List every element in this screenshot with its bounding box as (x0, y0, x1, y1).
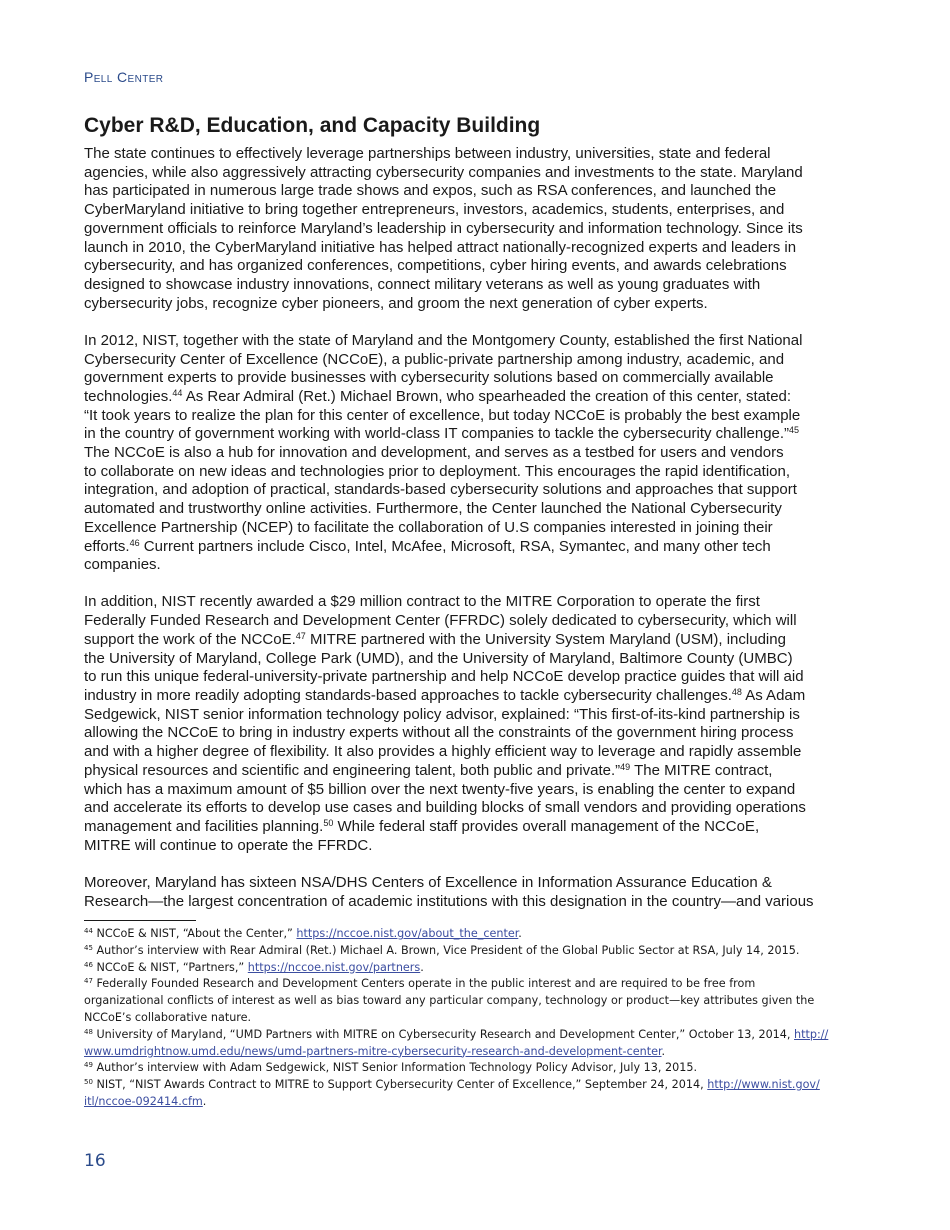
footnote-48 (84, 1027, 854, 1061)
text-line: Federally Funded Research and Development Center (FFRDC) solely dedicated to cybersecurity, which will (84, 612, 797, 630)
footnote-text: NCCoE & NIST, “About the Center,” (92, 927, 297, 940)
page-number: 16 (84, 1151, 106, 1171)
paragraph-3 (84, 593, 854, 855)
text-line: government officials to reinforce Maryland’s leadership in cybersecurity and information technology. Since its (84, 219, 803, 237)
footnote-number: 44 (84, 927, 93, 935)
footnote-link[interactable]: http:// (794, 1027, 829, 1041)
footnote-number: 46 (84, 960, 93, 969)
footnote-divider (84, 920, 196, 921)
text-line (84, 762, 854, 781)
footnote-text: Author’s interview with Adam Sedgewick, NIST Senior Information Technology Policy Advisor, July 13, 2015. (92, 1061, 698, 1075)
text-line: “It took years to realize the plan for this center of excellence, but today NCCoE is probably the best example (84, 406, 801, 424)
text-segment: industry in more readily adopting standards-based approaches to tackle cybersecurity challenges. (84, 686, 732, 704)
body-text (84, 145, 854, 930)
text-line (84, 1027, 854, 1044)
text-line: In addition, NIST recently awarded a $29 million contract to the MITRE Corporation to operate the first (84, 593, 760, 611)
footnote-number: 50 (84, 1078, 93, 1087)
text-segment: physical resources and scientific and engineering talent, both public and private.” (84, 761, 621, 779)
footnote-link[interactable]: https://nccoe.nist.gov/about_the_center (296, 927, 519, 940)
section-title: Cyber R&D, Education, and Capacity Building (84, 114, 541, 137)
text-line: agencies, while also aggressively attracting cybersecurity companies and investments to the state. Maryland (84, 163, 803, 181)
footnote-ref-50[interactable]: 50 (323, 817, 334, 828)
text-segment: in the country of government working with world-class IT companies to tackle the cybersecurity challenge.” (84, 425, 790, 443)
text-line: MITRE will continue to operate the FFRDC. (84, 836, 373, 854)
text-line (84, 976, 854, 993)
text-line: Excellence Partnership (NCEP) to facilitate the collaboration of U.S companies interested in joining their (84, 518, 773, 536)
text-line: to collaborate on new ideas and technologies prior to deployment. This encourages the rapid identification, (84, 462, 791, 480)
text-segment: While federal staff provides overall management of the NCCoE, (333, 817, 760, 835)
footnote-ref-49[interactable]: 49 (620, 761, 631, 772)
text-line: and with a higher degree of flexibility. It also provides a highly efficient way to leverage and rapidly assemble (84, 743, 802, 761)
text-line: cybersecurity jobs, recognize cyber pioneers, and groom the next generation of cyber experts. (84, 294, 708, 312)
text-line (84, 425, 854, 444)
text-segment: efforts. (84, 537, 130, 555)
footnote-tail: . (202, 1094, 207, 1108)
text-line (84, 818, 854, 837)
footnote-number: 48 (84, 1027, 93, 1036)
text-line: has participated in numerous large trade shows and expos, such as RSA conferences, and launched the (84, 182, 777, 200)
footnote-number: 47 (84, 977, 93, 986)
text-segment: support the work of the NCCoE. (84, 630, 296, 648)
footnote-tail: . (518, 927, 522, 940)
text-line (84, 631, 854, 650)
text-line: In 2012, NIST, together with the state of Maryland and the Montgomery County, established the first National (84, 331, 803, 349)
text-line: integration, and adoption of practical, standards-based cybersecurity solutions and approaches that support (84, 481, 797, 499)
text-segment: technologies. (84, 387, 173, 405)
text-segment: Current partners include Cisco, Intel, McAfee, Microsoft, RSA, Symantec, and many other tech (139, 537, 771, 555)
text-segment: management and facilities planning. (84, 817, 324, 835)
text-line: NCCoE’s collaborative nature. (84, 1010, 252, 1024)
footnote-link[interactable]: www.umdrightnow.umd.edu/news/umd-partners-mitre-cybersecurity-research-and-development-center (84, 1044, 662, 1058)
text-line: which has a maximum amount of $5 billion over the next twenty-five years, is enabling the center to expand (84, 780, 796, 798)
text-line (84, 943, 854, 960)
footnote-46 (84, 960, 854, 977)
paragraph-1 (84, 145, 854, 313)
footnote-number: 45 (84, 943, 93, 952)
footnote-text: NIST, “NIST Awards Contract to MITRE to Support Cybersecurity Center of Excellence,” September 24, 2014, (92, 1078, 708, 1092)
footnote-47 (84, 976, 854, 1026)
text-line (84, 1094, 854, 1111)
text-line: Cybersecurity Center of Excellence (NCCoE), a public-private partnership among industry, academic, and (84, 350, 785, 368)
text-line: allowing the NCCoE to bring in industry experts without all the constraints of the government hiring process (84, 724, 794, 742)
text-line: companies. (84, 556, 161, 574)
text-segment: MITRE partnered with the University System Maryland (USM), including (305, 630, 786, 648)
paragraph-2 (84, 332, 854, 575)
text-segment: The MITRE contract, (630, 761, 773, 779)
paragraph-4 (84, 874, 854, 911)
text-line: government experts to provide businesses with cybersecurity solutions based on commercially available (84, 369, 774, 387)
text-line: The state continues to effectively leverage partnerships between industry, universities, state and federal (84, 145, 771, 162)
text-line: the University of Maryland, College Park (UMD), and the University of Maryland, Baltimore County (UMBC) (84, 649, 793, 667)
text-line: automated and trustworthy online activities. Furthermore, the Center launched the National Cybersecurity (84, 500, 782, 518)
footnote-ref-46[interactable]: 46 (129, 537, 140, 548)
footnotes (84, 926, 854, 1111)
footnote-44 (84, 926, 854, 943)
footnote-ref-47[interactable]: 47 (295, 630, 306, 641)
text-line (84, 926, 854, 943)
text-line: and accelerate its efforts to develop use cases and building blocks of small vendors and providing operations (84, 799, 806, 817)
text-line (84, 1077, 854, 1094)
footnote-text: University of Maryland, “UMD Partners with MITRE on Cybersecurity Research and Development Center,” October 13, 2014, (92, 1027, 795, 1041)
footnote-text: Author’s interview with Rear Admiral (Ret.) Michael A. Brown, Vice President of the Global Public Sector at RSA, July 14, 2015. (92, 943, 800, 957)
text-segment: As Adam (741, 686, 806, 704)
text-line: to run this unique federal-university-private partnership and help NCCoE develop practice guides that will aid (84, 668, 804, 686)
text-line: designed to showcase industry innovations, connect military veterans as well as young graduates with (84, 275, 761, 293)
running-head: Pell Center (84, 69, 164, 85)
text-line: Sedgewick, NIST senior information technology policy advisor, explained: “This first-of-its-kind partnership is (84, 705, 800, 723)
text-line (84, 960, 854, 977)
text-line (84, 538, 854, 557)
footnote-ref-48[interactable]: 48 (731, 686, 742, 697)
text-line: Moreover, Maryland has sixteen NSA/DHS Centers of Excellence in Information Assurance Education & (84, 873, 772, 891)
footnote-link[interactable]: itl/nccoe-092414.cfm (84, 1094, 203, 1108)
text-line: The NCCoE is also a hub for innovation and development, and serves as a testbed for users and vendors (84, 444, 784, 462)
footnote-50 (84, 1077, 854, 1111)
footnote-tail: . (420, 960, 424, 974)
text-segment: As Rear Admiral (Ret.) Michael Brown, who spearheaded the creation of this center, stated: (182, 387, 792, 405)
text-line: Research—the largest concentration of academic institutions with this designation in the country—and various (84, 892, 814, 910)
text-line: CyberMaryland initiative to bring together entrepreneurs, investors, academics, students, enterprises, and (84, 201, 785, 219)
text-line: organizational conflicts of interest as well as bias toward any particular company, technology or product—key attributes given the (84, 994, 815, 1008)
text-line (84, 388, 854, 407)
footnote-link[interactable]: https://nccoe.nist.gov/partners (247, 960, 421, 974)
footnote-49 (84, 1060, 854, 1077)
footnote-number: 49 (84, 1061, 93, 1070)
text-line (84, 1044, 854, 1061)
footnote-text: NCCoE & NIST, “Partners,” (92, 960, 248, 974)
footnote-ref-44[interactable]: 44 (172, 387, 183, 398)
footnote-tail: . (661, 1044, 666, 1058)
text-line (84, 687, 854, 706)
footnote-link[interactable]: http://www.nist.gov/ (707, 1078, 820, 1092)
footnote-ref-45[interactable]: 45 (789, 425, 800, 436)
footnote-text: Federally Founded Research and Development Centers operate in the public interest and are required to be free from (92, 977, 756, 991)
footnote-45 (84, 943, 854, 960)
text-line (84, 1060, 854, 1077)
text-line: cybersecurity, and has organized conferences, competitions, cyber hiring events, and awards celebrations (84, 257, 787, 275)
text-line: launch in 2010, the CyberMaryland initiative has helped attract nationally-recognized experts and leaders in (84, 238, 797, 256)
